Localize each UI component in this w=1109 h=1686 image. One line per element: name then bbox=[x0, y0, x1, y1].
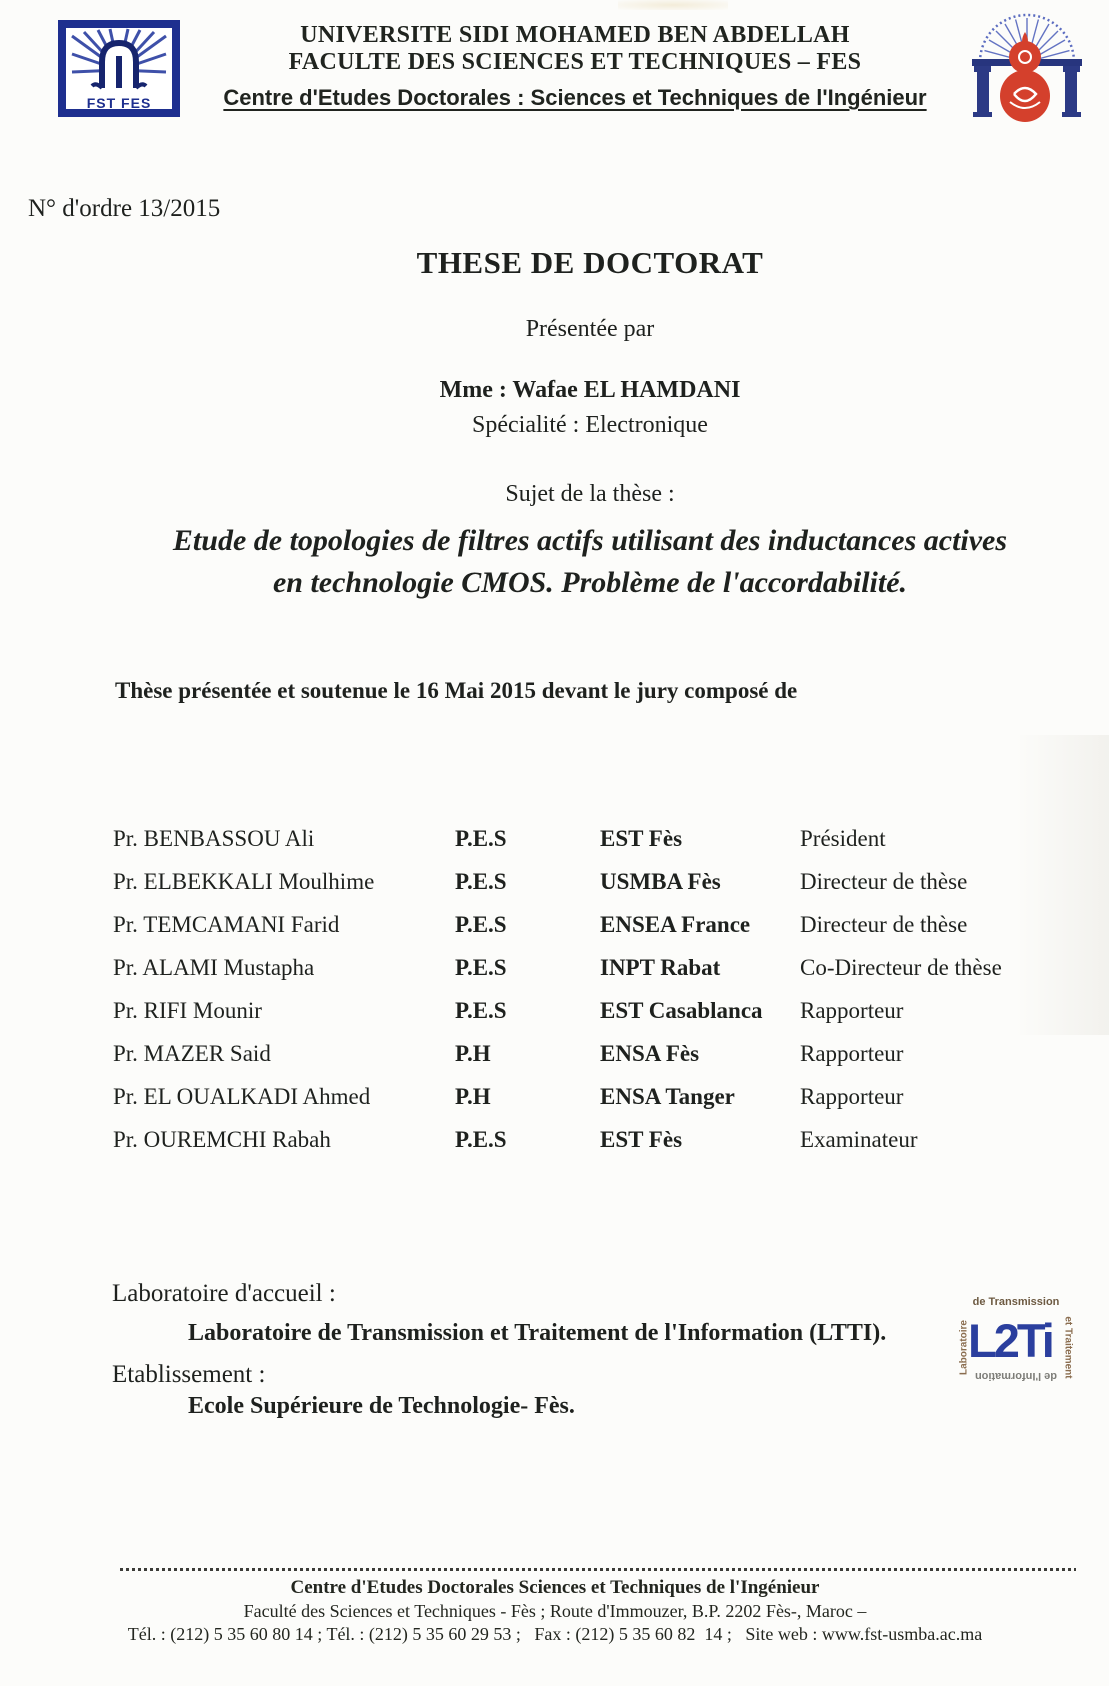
doctoral-center-name: Centre d'Etudes Doctorales : Sciences et Techniques de l'Ingénieur bbox=[223, 85, 927, 110]
thesis-title-line2: en technologie CMOS. Problème de l'accordabilité. bbox=[272, 566, 908, 599]
jury-member-name: Pr. ALAMI Mustapha bbox=[113, 955, 315, 980]
host-lab-label: Laboratoire d'accueil : bbox=[112, 1280, 336, 1307]
jury-member-institution: EST Fès bbox=[600, 1127, 683, 1152]
l2ti-right-text: et Traitement bbox=[1062, 1316, 1074, 1379]
jury-row bbox=[0, 869, 1109, 899]
jury-row bbox=[0, 912, 1109, 942]
subject-label: Sujet de la thèse : bbox=[505, 481, 675, 507]
footer-contacts: Tél. : (212) 5 35 60 80 14 ; Tél. : (212) 5 35 60 29 53 ; Fax : (212) 5 35 60 82 14 ; Site web : www.fst-usmba.ac.ma bbox=[127, 1624, 983, 1644]
jury-member-grade: P.E.S bbox=[455, 998, 507, 1023]
jury-member-name: Pr. TEMCAMANI Farid bbox=[113, 912, 340, 937]
footer-address: Faculté des Sciences et Techniques - Fès ; Route d'Immouzer, B.P. 2202 Fès-, Maroc – bbox=[243, 1601, 867, 1621]
jury-member-role: Président bbox=[800, 826, 886, 851]
document-type-title: THESE DE DOCTORAT bbox=[416, 245, 764, 280]
svg-text:FST FES: FST FES bbox=[86, 95, 152, 111]
l2ti-logo bbox=[956, 1294, 1076, 1404]
jury-member-name: Pr. OUREMCHI Rabah bbox=[113, 1127, 331, 1152]
jury-member-role: Rapporteur bbox=[800, 1041, 904, 1066]
order-number: N° d'ordre 13/2015 bbox=[28, 195, 221, 222]
footer-center-name: Centre d'Etudes Doctorales Sciences et Techniques de l'Ingénieur bbox=[290, 1577, 820, 1598]
author-name: Mme : Wafae EL HAMDANI bbox=[439, 377, 741, 403]
defense-statement: Thèse présentée et soutenue le 16 Mai 2015 devant le jury composé de bbox=[115, 678, 798, 703]
jury-member-grade: P.E.S bbox=[455, 955, 507, 980]
l2ti-left-text: Laboratoire bbox=[958, 1320, 970, 1376]
establishment-label: Etablissement : bbox=[112, 1361, 266, 1388]
university-name: UNIVERSITE SIDI MOHAMED BEN ABDELLAH bbox=[300, 22, 850, 48]
jury-member-role: Directeur de thèse bbox=[800, 869, 968, 894]
jury-member-role: Co-Directeur de thèse bbox=[800, 955, 1002, 980]
jury-member-institution: INPT Rabat bbox=[600, 955, 721, 980]
jury-member-grade: P.H bbox=[455, 1084, 491, 1109]
header-text-block bbox=[195, 22, 955, 111]
presented-by-label: Présentée par bbox=[525, 316, 655, 342]
jury-member-grade: P.H bbox=[455, 1041, 491, 1066]
jury-member-name: Pr. ELBEKKALI Moulhime bbox=[113, 869, 375, 894]
l2ti-top-text: de Transmission bbox=[972, 1296, 1060, 1308]
host-lab-name: Laboratoire de Transmission et Traitement de l'Information (LTTI). bbox=[188, 1320, 887, 1346]
specialty: Spécialité : Electronique bbox=[472, 412, 708, 438]
faculty-name: FACULTE DES SCIENCES ET TECHNIQUES – FES bbox=[288, 49, 862, 75]
jury-member-grade: P.E.S bbox=[455, 1127, 507, 1152]
jury-member-name: Pr. MAZER Said bbox=[113, 1041, 271, 1066]
jury-row bbox=[0, 826, 1109, 856]
jury-member-grade: P.E.S bbox=[455, 912, 507, 937]
jury-row bbox=[0, 1127, 1109, 1157]
jury-row bbox=[0, 1041, 1109, 1071]
jury-member-role: Examinateur bbox=[800, 1127, 918, 1152]
jury-row bbox=[0, 998, 1109, 1028]
establishment-name: Ecole Supérieure de Technologie- Fès. bbox=[188, 1393, 575, 1419]
jury-member-role: Rapporteur bbox=[800, 1084, 904, 1109]
jury-member-role: Rapporteur bbox=[800, 998, 904, 1023]
l2ti-wordmark: L2Ti bbox=[968, 1314, 1052, 1367]
jury-row bbox=[0, 955, 1109, 985]
thesis-title bbox=[75, 520, 1105, 604]
jury-member-institution: ENSA Fès bbox=[600, 1041, 700, 1066]
jury-member-name: Pr. RIFI Mounir bbox=[113, 998, 262, 1023]
thesis-title-line1: Etude de topologies de filtres actifs utilisant des inductances actives bbox=[172, 524, 1008, 557]
jury-member-institution: ENSA Tanger bbox=[600, 1084, 735, 1109]
fst-fes-logo-icon bbox=[58, 20, 180, 117]
jury-member-name: Pr. EL OUALKADI Ahmed bbox=[113, 1084, 371, 1109]
usmba-emblem-icon bbox=[962, 12, 1092, 137]
jury-row bbox=[0, 1084, 1109, 1114]
l2ti-bottom-text: de l'Information bbox=[974, 1370, 1058, 1382]
scan-artifact-top bbox=[618, 0, 728, 10]
jury-member-name: Pr. BENBASSOU Ali bbox=[113, 826, 315, 851]
jury-member-grade: P.E.S bbox=[455, 869, 507, 894]
footer-separator bbox=[120, 1568, 1076, 1571]
jury-member-institution: EST Casablanca bbox=[600, 998, 763, 1023]
jury-member-role: Directeur de thèse bbox=[800, 912, 968, 937]
jury-member-institution: EST Fès bbox=[600, 826, 683, 851]
jury-member-grade: P.E.S bbox=[455, 826, 507, 851]
jury-member-institution: USMBA Fès bbox=[600, 869, 721, 894]
jury-member-institution: ENSEA France bbox=[600, 912, 751, 937]
